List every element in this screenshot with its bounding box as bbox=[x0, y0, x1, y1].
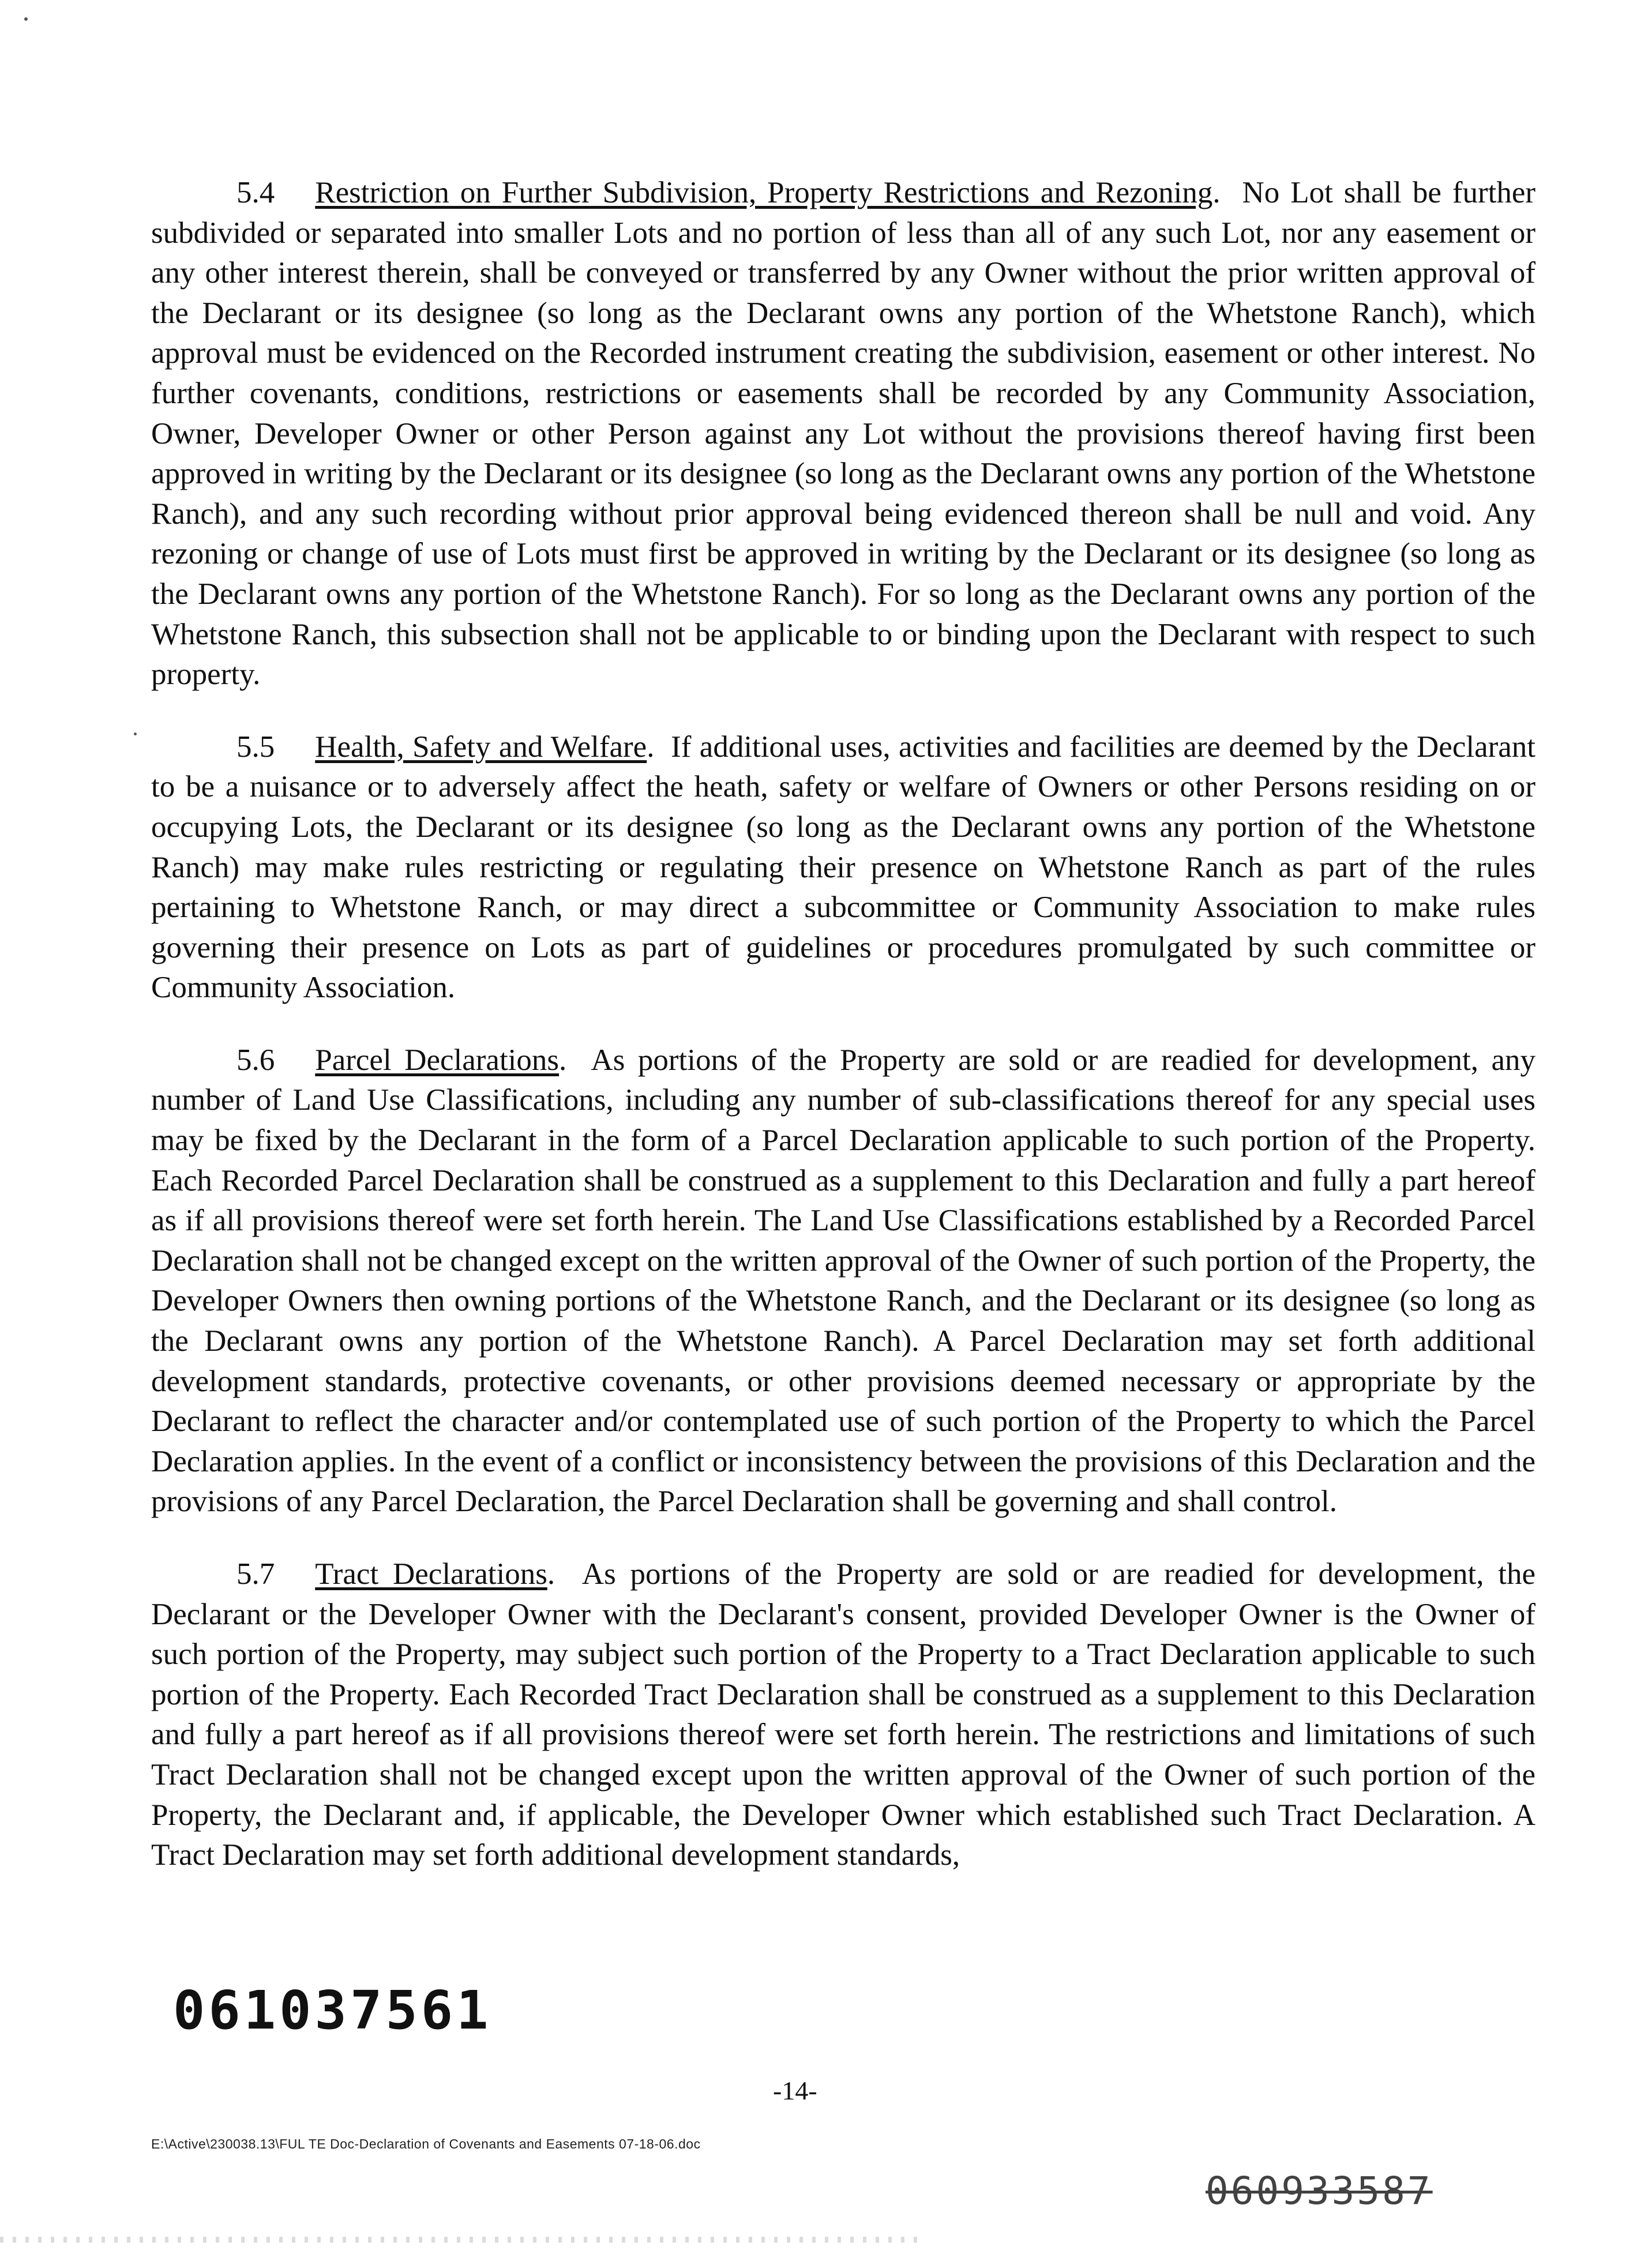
section-number: 5.5 bbox=[236, 730, 275, 764]
section-5-7: 5.7 Tract Declarations. As portions of the Property are sold or are readied for development, the Declarant or the Developer Owner with the Declarant's consent, provided Developer Owner is the Owner of such portion of the Property, may subject such portion of the Property to a Tract Declaration applicable to such portion of the Property. Each Recorded Tract Declaration shall be construed as a supplement to this Declaration and fully a part hereof as if all provisions thereof were set forth herein. The restrictions and limitations of such Tract Declaration shall not be changed except upon the written approval of the Owner of such portion of the Property, the Declarant and, if applicable, the Developer Owner which established such Tract Declaration. A Tract Declaration may set forth additional development standards, bbox=[151, 1554, 1535, 1876]
section-5-6: 5.6 Parcel Declarations. As portions of the Property are sold or are readied for development, any number of Land Use Classifications, including any number of sub-classifications thereof for any special uses may be fixed by the Declarant in the form of a Parcel Declaration applicable to such portion of the Property. Each Recorded Parcel Declaration shall be construed as a supplement to this Declaration and fully a part hereof as if all provisions thereof were set forth herein. The Land Use Classifications established by a Recorded Parcel Declaration shall not be changed except on the written approval of the Owner of such portion of the Property, the Developer Owners then owning portions of the Whetstone Ranch, and the Declarant or its designee (so long as the Declarant owns any portion of the Whetstone Ranch). A Parcel Declaration may set forth additional development standards, protective covenants, or other provisions deemed necessary or appropriate by the Declarant to reflect the character and/or contemplated use of such portion of the Property to which the Parcel Declaration applies. In the event of a conflict or inconsistency between the provisions of this Declaration and the provisions of any Parcel Declaration, the Parcel Declaration shall be governing and shall control. bbox=[151, 1041, 1535, 1522]
section-body: As portions of the Property are sold or are readied for development, the Declarant or the Developer Owner with the Declarant's consent, provided Developer Owner is the Owner of such portion of the Property, may subject such portion of the Property to a Tract Declaration applicable to such portion of the Property. Each Recorded Tract Declaration shall be construed as a supplement to this Declaration and fully a part hereof as if all provisions thereof were set forth herein. The restrictions and limitations of such Tract Declaration shall not be changed except upon the written approval of the Owner of such portion of the Property, the Declarant and, if applicable, the Developer Owner which established such Tract Declaration. A Tract Declaration may set forth additional development standards, bbox=[151, 1557, 1536, 1872]
scan-noise-strip bbox=[0, 2237, 923, 2243]
section-number: 5.4 bbox=[236, 176, 275, 209]
section-heading: Health, Safety and Welfare bbox=[315, 730, 647, 764]
recording-document-number: 061037561 bbox=[173, 1980, 492, 2041]
section-heading: Tract Declarations bbox=[315, 1557, 547, 1591]
file-path-footer: E:\Active\230038.13\FUL TE Doc-Declaration of Covenants and Easements 07-18-06.doc bbox=[151, 2136, 701, 2151]
section-heading: Restriction on Further Subdivision, Property Restrictions and Rezoning bbox=[315, 176, 1213, 209]
page-number: -14- bbox=[773, 2076, 817, 2105]
section-number: 5.7 bbox=[236, 1557, 275, 1591]
section-body: If additional uses, activities and facilities are deemed by the Declarant to be a nuisance or to adversely affect the heath, safety or welfare of Owners or other Persons residing on or occupying Lots, the Declarant or its designee (so long as the Declarant owns any portion of the Whetstone Ranch) may make rules restricting or regulating their presence on Whetstone Ranch as part of the rules pertaining to Whetstone Ranch, or may direct a subcommittee or Community Association to make rules governing their presence on Lots as part of guidelines or procedures promulgated by such committee or Community Association. bbox=[151, 730, 1536, 1005]
section-number: 5.6 bbox=[236, 1043, 275, 1077]
section-5-5: 5.5 Health, Safety and Welfare. If additional uses, activities and facilities are deemed by the Declarant to be a nuisance or to adversely affect the heath, safety or welfare of Owners or other Persons residing on or occupying Lots, the Declarant or its designee (so long as the Declarant owns any portion of the Whetstone Ranch) may make rules restricting or regulating their presence on Whetstone Ranch as part of the rules pertaining to Whetstone Ranch, or may direct a subcommittee or Community Association to make rules governing their presence on Lots as part of guidelines or procedures promulgated by such committee or Community Association. bbox=[151, 727, 1535, 1008]
section-heading: Parcel Declarations bbox=[315, 1043, 560, 1077]
scan-speck bbox=[134, 733, 137, 735]
section-body: No Lot shall be further subdivided or separated into smaller Lots and no portion of less than all of any such Lot, nor any easement or any other interest therein, shall be conveyed or transferred by any Owner without the prior written approval of the Declarant or its designee (so long as the Declarant owns any portion of the Whetstone Ranch), which approval must be evidenced on the Recorded instrument creating the subdivision, easement or other interest. No further covenants, conditions, restrictions or easements shall be recorded by any Community Association, Owner, Developer Owner or other Person against any Lot without the provisions thereof having first been approved in writing by the Declarant or its designee (so long as the Declarant owns any portion of the Whetstone Ranch), and any such recording without prior approval being evidenced thereon shall be null and void. Any rezoning or change of use of Lots must first be approved in writing by the Declarant or its designee (so long as the Declarant owns any portion of the Whetstone Ranch). For so long as the Declarant owns any portion of the Whetstone Ranch, this subsection shall not be applicable to or binding upon the Declarant with respect to such property. bbox=[151, 176, 1536, 692]
scan-speck bbox=[24, 17, 28, 21]
document-body bbox=[151, 173, 1535, 1908]
struck-stamp-number: 060933587 bbox=[1206, 2169, 1433, 2213]
section-body: As portions of the Property are sold or are readied for development, any number of Land Use Classifications, including any number of sub-classifications thereof for any special uses may be fixed by the Declarant in the form of a Parcel Declaration applicable to such portion of the Property. Each Recorded Parcel Declaration shall be construed as a supplement to this Declaration and fully a part hereof as if all provisions thereof were set forth herein. The Land Use Classifications established by a Recorded Parcel Declaration shall not be changed except on the written approval of the Owner of such portion of the Property, the Developer Owners then owning portions of the Whetstone Ranch, and the Declarant or its designee (so long as the Declarant owns any portion of the Whetstone Ranch). A Parcel Declaration may set forth additional development standards, protective covenants, or other provisions deemed necessary or appropriate by the Declarant to reflect the character and/or contemplated use of such portion of the Property to which the Parcel Declaration applies. In the event of a conflict or inconsistency between the provisions of this Declaration and the provisions of any Parcel Declaration, the Parcel Declaration shall be governing and shall control. bbox=[151, 1043, 1535, 1519]
section-5-4: 5.4 Restriction on Further Subdivision, Property Restrictions and Rezoning. No Lot shall be further subdivided or separated into smaller Lots and no portion of less than all of any such Lot, nor any easement or any other interest therein, shall be conveyed or transferred by any Owner without the prior written approval of the Declarant or its designee (so long as the Declarant owns any portion of the Whetstone Ranch), which approval must be evidenced on the Recorded instrument creating the subdivision, easement or other interest. No further covenants, conditions, restrictions or easements shall be recorded by any Community Association, Owner, Developer Owner or other Person against any Lot without the provisions thereof having first been approved in writing by the Declarant or its designee (so long as the Declarant owns any portion of the Whetstone Ranch), and any such recording without prior approval being evidenced thereon shall be null and void. Any rezoning or change of use of Lots must first be approved in writing by the Declarant or its designee (so long as the Declarant owns any portion of the Whetstone Ranch). For so long as the Declarant owns any portion of the Whetstone Ranch, this subsection shall not be applicable to or binding upon the Declarant with respect to such property. bbox=[151, 173, 1535, 695]
